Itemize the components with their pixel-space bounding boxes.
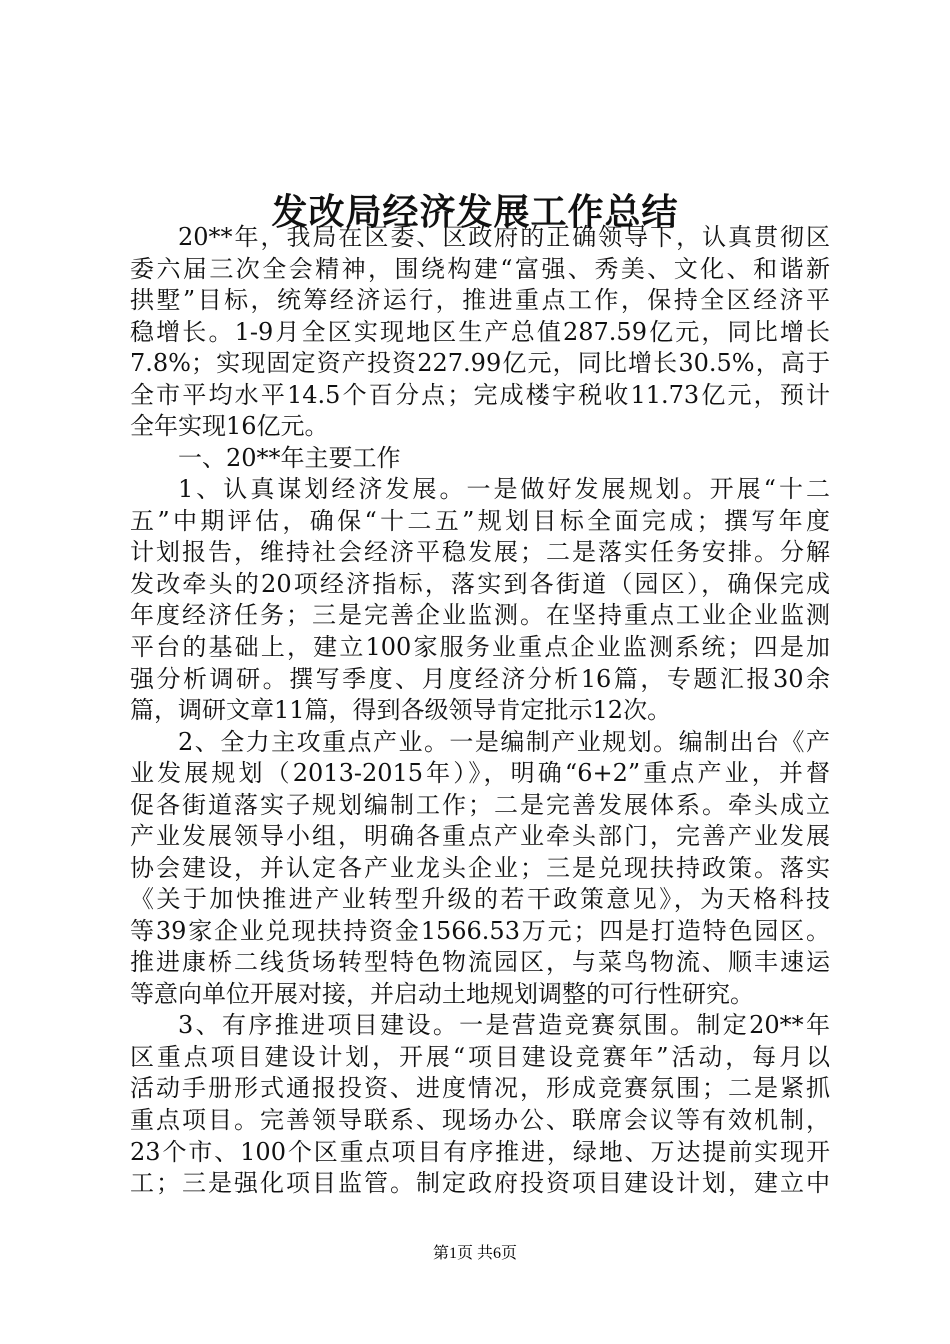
paragraph-line: 委六届三次全会精神，围绕构建“富强、秀美、文化、和谐新 [130,254,830,283]
paragraph-line: 3、有序推进项目建设。一是营造竞赛氛围。制定20**年 [178,1011,830,1040]
paragraph-line: 2、全力主攻重点产业。一是编制产业规划。编制出台《产 [178,727,830,756]
paragraph-line: 产业发展领导小组，明确各重点产业牵头部门，完善产业发展 [130,822,830,851]
paragraph-line: 重点项目。完善领导联系、现场办公、联席会议等有效机制， [130,1105,830,1134]
paragraph-line: 业发展规划（2013-2015年）》，明确“6+2”重点产业，并督 [130,759,830,788]
page-number-label: 第1页 共6页 [432,1245,517,1262]
page-footer [0,1240,950,1263]
paragraph-line: 平台的基础上，建立100家服务业重点企业监测系统；四是加 [130,632,830,661]
paragraph-line: 拱墅”目标，统筹经济运行，推进重点工作，保持全区经济平 [130,286,830,315]
paragraph-line: 强分析调研。撰写季度、月度经济分析16篇，专题汇报30余 [130,664,830,693]
paragraph-line: 促各街道落实子规划编制工作；二是完善发展体系。牵头成立 [130,790,830,819]
paragraph-line: 区重点项目建设计划，开展“项目建设竞赛年”活动，每月以 [130,1042,830,1071]
paragraph-line: 全年实现16亿元。 [130,412,329,441]
paragraph-line: 年度经济任务；三是完善企业监测。在坚持重点工业企业监测 [130,601,830,630]
paragraph-line: 等39家企业兑现扶持资金1566.53万元；四是打造特色园区。 [130,916,830,945]
paragraph-line: 全市平均水平14.5个百分点；完成楼宇税收11.73亿元，预计 [130,380,830,409]
paragraph-line: 推进康桥二线货场转型特色物流园区，与菜鸟物流、顺丰速运 [130,948,830,977]
paragraph-line: 协会建设，并认定各产业龙头企业；三是兑现扶持政策。落实 [130,853,830,882]
paragraph-line: 20**年，我局在区委、区政府的正确领导下，认真贯彻区 [178,223,830,251]
paragraph-line: 篇，调研文章11篇，得到各级领导肯定批示12次。 [130,696,672,724]
section-heading: 一、20**年主要工作 [178,443,401,472]
paragraph-line: 23个市、100个区重点项目有序推进，绿地、万达提前实现开 [130,1137,830,1166]
paragraph-line: 计划报告，维持社会经济平稳发展；二是落实任务安排。分解 [130,538,830,567]
paragraph-line: 稳增长。1-9月全区实现地区生产总值287.59亿元，同比增长 [130,317,830,346]
paragraph-line: 发改牵头的20项经济指标，落实到各街道（园区），确保完成 [130,569,830,598]
paragraph-line: 工；三是强化项目监管。制定政府投资项目建设计划，建立中 [130,1169,830,1197]
paragraph-line: 1、认真谋划经济发展。一是做好发展规划。开展“十二 [178,475,830,504]
paragraph-line: 活动手册形式通报投资、进度情况，形成竞赛氛围；二是紧抓 [130,1074,830,1103]
paragraph-line: 五”中期评估，确保“十二五”规划目标全面完成；撰写年度 [130,506,830,535]
paragraph-line: 《关于加快推进产业转型升级的若干政策意见》，为天格科技 [130,885,830,914]
paragraph-line: 7.8%；实现固定资产投资227.99亿元，同比增长30.5%，高于 [130,349,830,378]
document-title: 发改局经济发展工作总结 [271,191,679,233]
paragraph-line: 等意向单位开展对接，并启动土地规划调整的可行性研究。 [130,979,754,1008]
